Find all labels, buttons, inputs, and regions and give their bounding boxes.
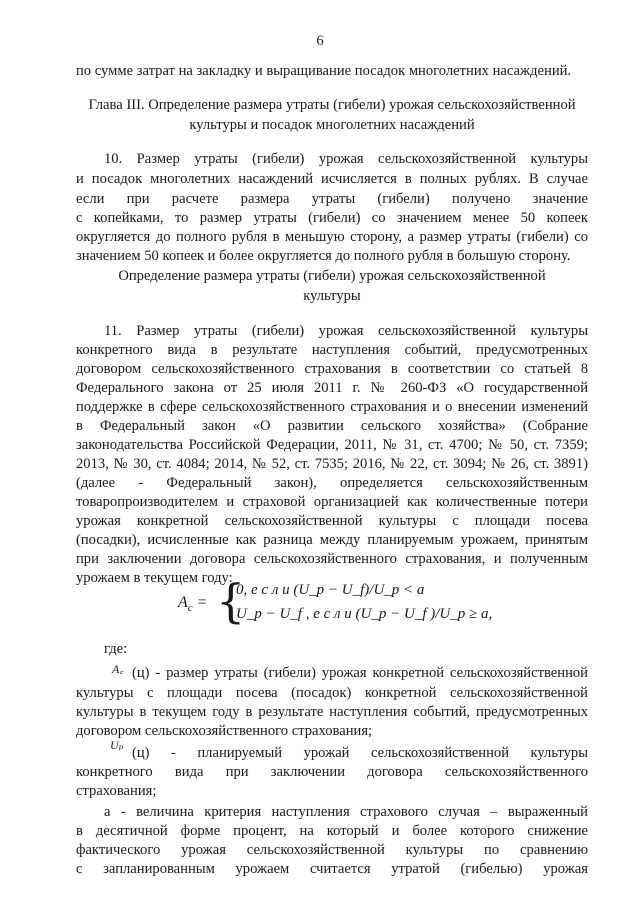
def-up-line: конкретного вида при заключении договора сельскохозяйственного <box>76 764 588 780</box>
formula-case-2: U_p − U_f , е с л и (U_p − U_f )/U_p ≥ a, <box>236 606 493 622</box>
para10-line: если при расчете размера утраты (гибели) получено значение <box>76 191 588 207</box>
para11-line: товаропроизводителем и страховой организацией как количественные потери <box>76 494 588 510</box>
loss-formula <box>178 574 493 630</box>
para11-line: урожаем в текущем году: <box>76 570 233 586</box>
def-up-line: страхования; <box>76 783 157 799</box>
para11-line: (посадки), исчисленные как разница между планируемым урожаем, принятым <box>76 532 588 548</box>
def-ac-line: культуры с площади посева (посадок) конкретной сельскохозяйственной <box>76 685 588 701</box>
intro-line: по сумме затрат на закладку и выращивание посадок многолетних насаждений. <box>76 63 572 79</box>
para11-line: Федерального закона от 25 июля 2011 г. № 260-ФЗ «О государственной <box>76 380 588 396</box>
para11-line: урожая конкретной сельскохозяйственной культуры с площади посева <box>76 513 588 529</box>
def-a-line: в десятичной форме процент, на который и более которого снижение <box>76 823 588 839</box>
para11-line: 2013, № 30, ст. 4084; 2014, № 52, ст. 7535; 2016, № 22, ст. 3094; № 26, ст. 3891) <box>76 456 588 472</box>
formula-lhs: $A_c$ = <box>178 594 208 615</box>
para10-line: значением 50 копеек и более округляется до полного рубля в большую сторону. <box>76 248 571 264</box>
def-up-line: (ц) - планируемый урожай сельскохозяйственной культуры <box>132 745 588 761</box>
def-ac-line: культуры в текущем году в результате наступления событий, предусмотренных <box>76 704 588 720</box>
def-ac-line: договором сельскохозяйственного страхования; <box>76 723 373 739</box>
para11-line: законодательства Российской Федерации, 2011, № 31, ст. 4700; № 50, ст. 7359; <box>76 437 588 453</box>
para10-line: 10. Размер утраты (гибели) урожая сельскохозяйственной культуры <box>104 151 588 167</box>
page-number: 6 <box>316 33 324 49</box>
para11-line: 11. Размер утраты (гибели) урожая сельскохозяйственной культуры <box>104 323 588 339</box>
para11-line: поддержке в сфере сельскохозяйственного страхования и о внесении изменений <box>76 399 588 415</box>
section-heading-line2: культуры <box>303 288 361 304</box>
para11-line: конкретного вида в результате наступления событий, предусмотренных <box>76 342 588 358</box>
symbol-ac: A꜀ <box>112 662 124 676</box>
def-ac-line: (ц) - размер утраты (гибели) урожая конкретной сельскохозяйственной <box>132 665 588 681</box>
para11-line: в Федеральный закон «О развитии сельского хозяйства» (Собрание <box>76 418 588 434</box>
para10-line: и посадок многолетних насаждений исчисляется в полных рублях. В случае <box>76 171 588 187</box>
section-heading-line1: Определение размера утраты (гибели) урожая сельскохозяйственной <box>118 268 546 284</box>
def-a-line: с запланированным урожаем считается утратой (гибелью) урожая <box>76 861 588 877</box>
para10-line: с копейками, то размер утраты (гибели) со значением менее 50 копеек <box>76 210 588 226</box>
formula-case-1: 0, е с л и (U_p − U_f)/U_p < a <box>236 582 425 598</box>
para11-line: (далее - Федеральный закон), определяется сельскохозяйственным <box>76 475 588 491</box>
chapter-heading-line2: культуры и посадок многолетних насаждений <box>189 117 475 133</box>
para11-line: договором сельскохозяйственного страхования в соответствии со статьей 8 <box>76 361 588 377</box>
where-label: где: <box>104 641 128 657</box>
para11-line: при заключении договора сельскохозяйственного страхования, и полученным <box>76 551 588 567</box>
symbol-up: Uₚ <box>110 738 124 752</box>
def-a-line: фактического урожая сельскохозяйственной культуры по сравнению <box>76 842 588 858</box>
def-a-line: а - величина критерия наступления страхового случая – выраженный <box>104 804 588 820</box>
chapter-heading-line1: Глава III. Определение размера утраты (гибели) урожая сельскохозяйственной <box>88 97 576 113</box>
formula-brace: { <box>216 574 246 628</box>
para10-line: округляется до полного рубля в меньшую сторону, а размер утраты (гибели) со <box>76 229 588 245</box>
